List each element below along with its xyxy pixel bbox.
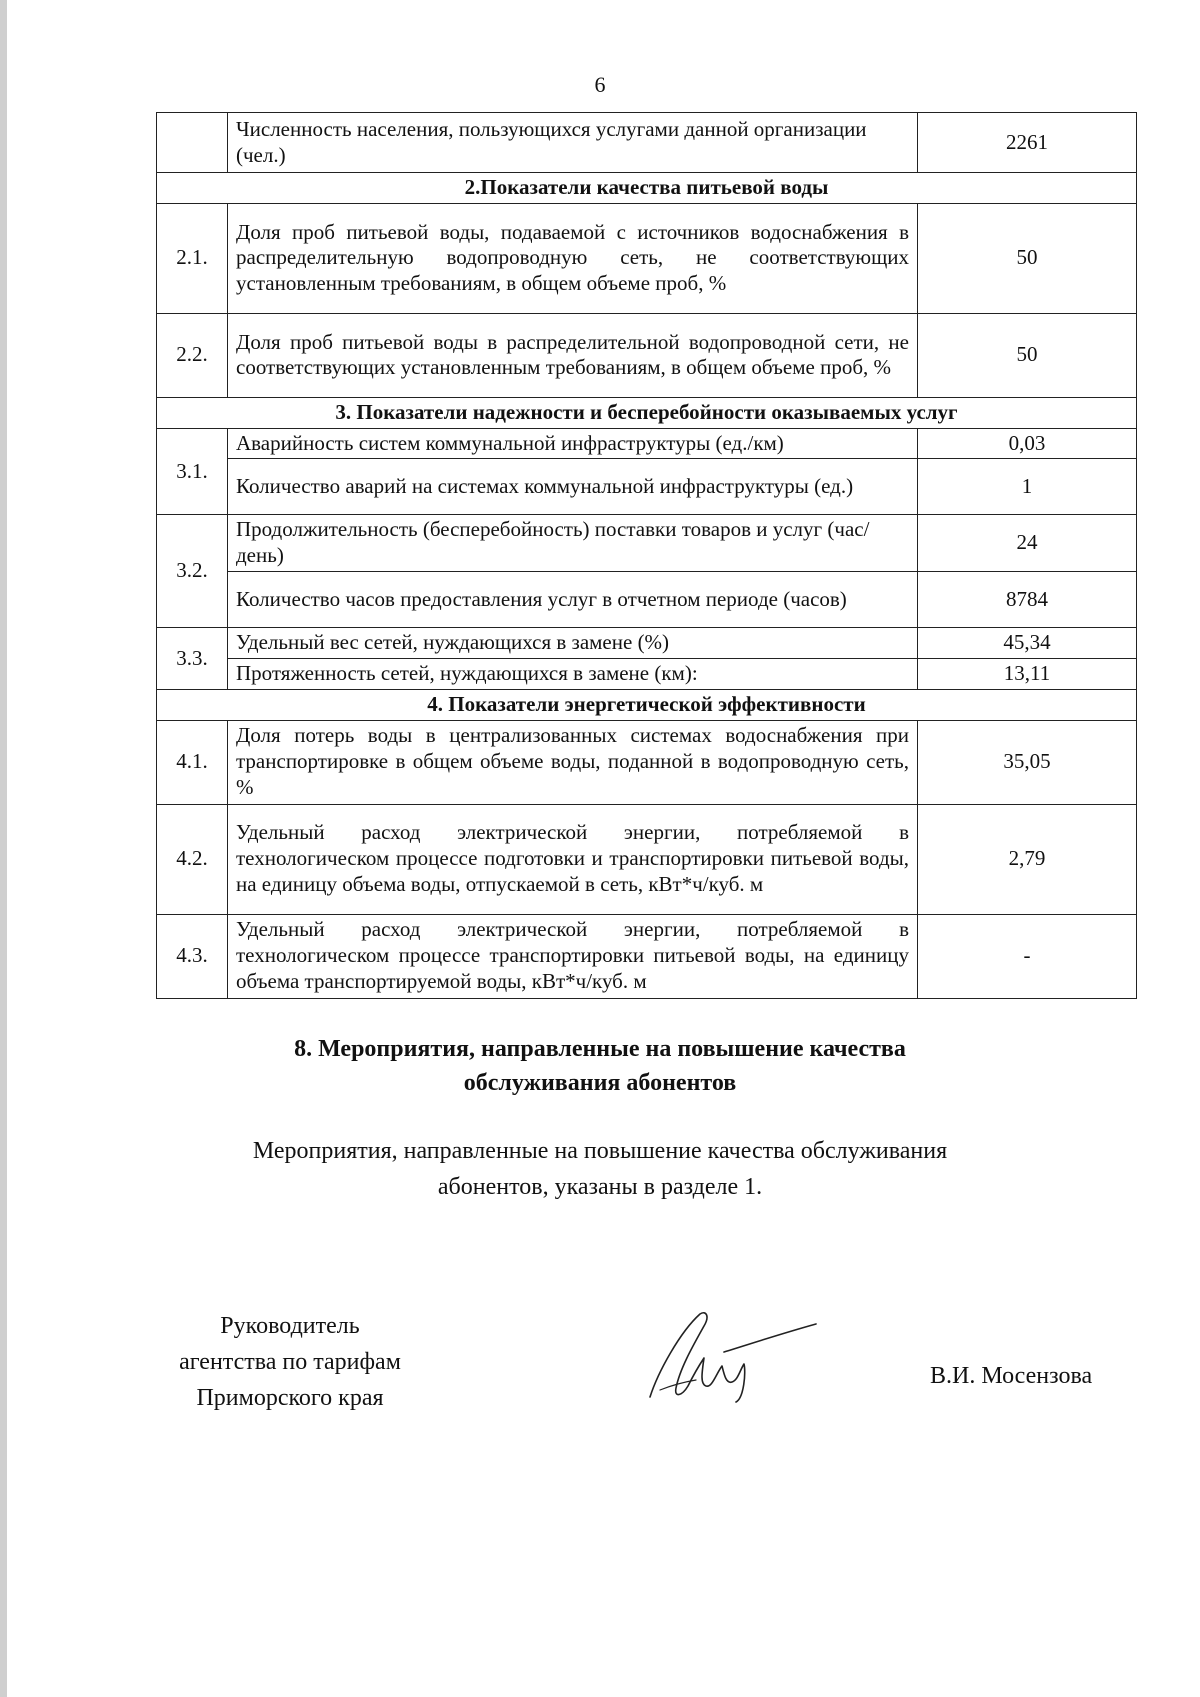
signatory-position-line3: Приморского края — [196, 1385, 384, 1411]
handwritten-signature — [640, 1302, 820, 1412]
scan-edge — [0, 0, 7, 1697]
section-4-title: 4. Показатели энергетической эффективности — [157, 689, 1137, 720]
row-number: 2.1. — [157, 203, 228, 313]
row-number: 3.1. — [157, 428, 228, 515]
row-value: - — [918, 914, 1137, 998]
row-value: 2261 — [918, 113, 1137, 173]
row-description: Удельный вес сетей, нуждающихся в замене (%) — [228, 628, 918, 659]
section-8-heading-line2: обслуживания абонентов — [463, 1070, 737, 1096]
section-header-row — [157, 689, 1137, 720]
row-description: Доля потерь воды в централизованных системах водоснабжения при транспортировке в общем объеме воды, поданной в водопроводную сеть, % — [228, 720, 918, 804]
row-description: Количество аварий на системах коммунальной инфраструктуры (ед.) — [228, 459, 918, 515]
indicators-table — [156, 112, 1137, 999]
row-description: Доля проб питьевой воды в распределительной водопроводной сети, не соответствующих установленным требованиям, в общем объеме проб, % — [228, 313, 918, 397]
row-description: Продолжительность (бесперебойность) поставки товаров и услуг (час/день) — [228, 515, 918, 572]
signatory-name: В.И. Мосензова — [930, 1363, 1093, 1389]
section-3-title: 3. Показатели надежности и бесперебойности оказываемых услуг — [157, 397, 1137, 428]
row-number: 4.1. — [157, 720, 228, 804]
row-value: 8784 — [918, 572, 1137, 628]
row-number-cell — [157, 113, 228, 173]
table-row — [157, 804, 1137, 914]
table-row — [157, 914, 1137, 998]
row-description: Аварийность систем коммунальной инфраструктуры (ед./км) — [228, 428, 918, 459]
table-row — [157, 459, 1137, 515]
row-value: 2,79 — [918, 804, 1137, 914]
row-number: 4.3. — [157, 914, 228, 998]
row-number: 3.3. — [157, 628, 228, 690]
row-description: Удельный расход электрической энергии, потребляемой в технологическом процессе транспортировки питьевой воды, на единицу объема транспортируемой воды, кВт*ч/куб. м — [228, 914, 918, 998]
section-2-title: 2.Показатели качества питьевой воды — [157, 173, 1137, 204]
row-description: Протяженность сетей, нуждающихся в замене (км): — [228, 658, 918, 689]
signatory-position-line1: Руководитель — [220, 1313, 360, 1339]
row-value: 50 — [918, 313, 1137, 397]
section-8-heading — [0, 1032, 1200, 1100]
row-value: 45,34 — [918, 628, 1137, 659]
row-value: 24 — [918, 515, 1137, 572]
row-description: Удельный расход электрической энергии, потребляемой в технологическом процессе подготовки и транспортировки питьевой воды, на единицу объема воды, отпускаемой в сеть, кВт*ч/куб. м — [228, 804, 918, 914]
section-header-row — [157, 397, 1137, 428]
table-row — [157, 203, 1137, 313]
section-8-text-line1: Мероприятия, направленные на повышение качества обслуживания — [252, 1138, 948, 1164]
table-row — [157, 515, 1137, 572]
row-description: Количество часов предоставления услуг в отчетном периоде (часов) — [228, 572, 918, 628]
row-value: 35,05 — [918, 720, 1137, 804]
row-value: 50 — [918, 203, 1137, 313]
section-8-heading-line1: 8. Мероприятия, направленные на повышение качества — [294, 1036, 906, 1062]
row-value: 13,11 — [918, 658, 1137, 689]
row-description: Численность населения, пользующихся услугами данной организации (чел.) — [228, 113, 918, 173]
table-row — [157, 313, 1137, 397]
row-value: 0,03 — [918, 428, 1137, 459]
section-header-row — [157, 173, 1137, 204]
table-row — [157, 628, 1137, 659]
table-row — [157, 428, 1137, 459]
table-row — [157, 572, 1137, 628]
row-description: Доля проб питьевой воды, подаваемой с источников водоснабжения в распределительную водопроводную сеть, не соответствующих установленным требованиям, в общем объеме проб, % — [228, 203, 918, 313]
table-row — [157, 658, 1137, 689]
row-value: 1 — [918, 459, 1137, 515]
row-number: 2.2. — [157, 313, 228, 397]
table-row — [157, 720, 1137, 804]
section-8-text — [0, 1133, 1200, 1205]
row-number: 3.2. — [157, 515, 228, 628]
table-row — [157, 113, 1137, 173]
signatory-position-line2: агентства по тарифам — [179, 1349, 401, 1375]
page-number: 6 — [594, 72, 606, 97]
row-number: 4.2. — [157, 804, 228, 914]
section-8-text-line2: абонентов, указаны в разделе 1. — [437, 1174, 763, 1200]
signatory-position — [150, 1308, 430, 1416]
